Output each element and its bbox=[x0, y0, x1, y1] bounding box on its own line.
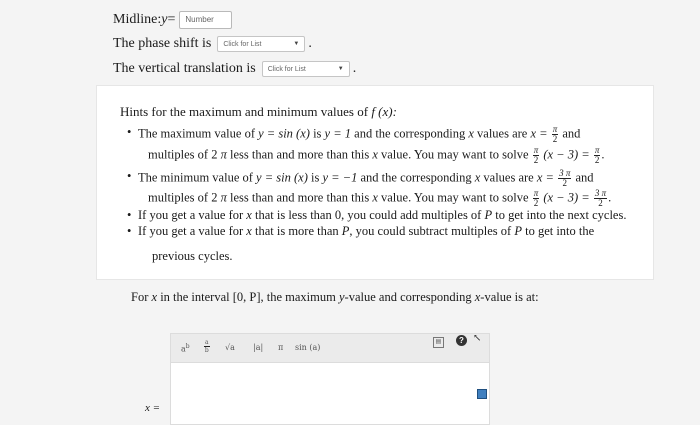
help-icon[interactable]: ? bbox=[456, 335, 467, 346]
vertical-translation-label: The vertical translation is bbox=[113, 61, 256, 76]
hint-min-line2: multiples of 2 π less than and more than this x value. You may want to solve $\frac{\pi}{2}$ (x − 3) = $\frac{3 \pi}{2}$ . bbox=[148, 188, 612, 208]
hint-max-line1: • The maximum value of y = sin (x) is y = 1 and the corresponding x values are x = $\frac{\pi}{2}$ and bbox=[138, 125, 580, 144]
midline-var: y bbox=[161, 12, 168, 27]
matrix-icon[interactable]: ▤ bbox=[433, 337, 444, 348]
vertical-translation-select[interactable] bbox=[262, 61, 350, 77]
abs-button[interactable]: |a| bbox=[253, 343, 264, 352]
midline-input[interactable]: Number bbox=[179, 11, 232, 29]
keyboard-icon[interactable] bbox=[477, 389, 487, 399]
phase-shift-row bbox=[113, 36, 312, 52]
fraction-pi-over-2: $\frac{\pi}{2}$ bbox=[533, 188, 539, 208]
phase-shift-select-text: Click for List bbox=[223, 40, 262, 48]
superscript-button[interactable]: $a^b$ bbox=[181, 343, 190, 354]
fraction-3pi-over-2: $\frac{3 \pi}{2}$ bbox=[594, 188, 607, 208]
vertical-translation-select-text: Click for List bbox=[267, 65, 306, 73]
hint-max-line2: multiples of 2 π less than and more than this x value. You may want to solve $\frac{\pi}{2}$ (x − 3) = $\frac{\pi}{2}$ . bbox=[148, 145, 605, 165]
cursor-icon: ↖ bbox=[473, 333, 482, 344]
fraction-pi-over-2: $\frac{\pi}{2}$ bbox=[594, 145, 600, 165]
midline-row bbox=[113, 11, 232, 29]
phase-shift-select[interactable] bbox=[217, 36, 305, 52]
midline-equals: = bbox=[167, 12, 176, 27]
sqrt-button[interactable]: √a bbox=[225, 343, 235, 352]
midline-label: Midline: bbox=[113, 12, 162, 27]
hints-title-text: Hints for the maximum and minimum values of bbox=[120, 104, 372, 119]
phase-shift-period: . bbox=[308, 36, 312, 51]
hint-subtract-multiples: • If you get a value for x that is more than P, you could subtract multiples of P to get into the bbox=[138, 224, 594, 239]
vertical-translation-row bbox=[113, 61, 356, 77]
fraction-pi-over-2: $\frac{\pi}{2}$ bbox=[533, 145, 539, 165]
fraction-button[interactable]: $\frac{a}{b}$ bbox=[204, 339, 209, 354]
answer-input[interactable] bbox=[170, 363, 490, 425]
hint-min-line1: • The minimum value of y = sin (x) is y = −1 and the corresponding x values are x = $\frac{3 \pi}{2}$ and bbox=[138, 169, 594, 188]
pi-button[interactable]: π bbox=[278, 343, 284, 352]
sin-button[interactable]: sin (a) bbox=[295, 343, 321, 352]
fraction-pi-over-2: $\frac{\pi}{2}$ bbox=[552, 124, 558, 144]
hints-title-fx: f (x): bbox=[371, 104, 397, 119]
answer-label: x = bbox=[145, 402, 161, 414]
chevron-down-icon: ▼ bbox=[293, 41, 300, 47]
hints-title bbox=[120, 104, 397, 120]
fraction-3pi-over-2: $\frac{3 \pi}{2}$ bbox=[559, 168, 571, 188]
chevron-down-icon: ▼ bbox=[337, 66, 344, 72]
hint-subtract-multiples-line2: previous cycles. bbox=[152, 249, 233, 263]
hint-add-multiples: • If you get a value for x that is less than 0, you could add multiples of P to get into the next cycles. bbox=[138, 208, 626, 223]
question-text: For x in the interval [0, P], the maximum y-value and corresponding x-value is at: bbox=[131, 290, 539, 304]
phase-shift-label: The phase shift is bbox=[113, 36, 212, 51]
vertical-translation-period: . bbox=[352, 61, 357, 76]
